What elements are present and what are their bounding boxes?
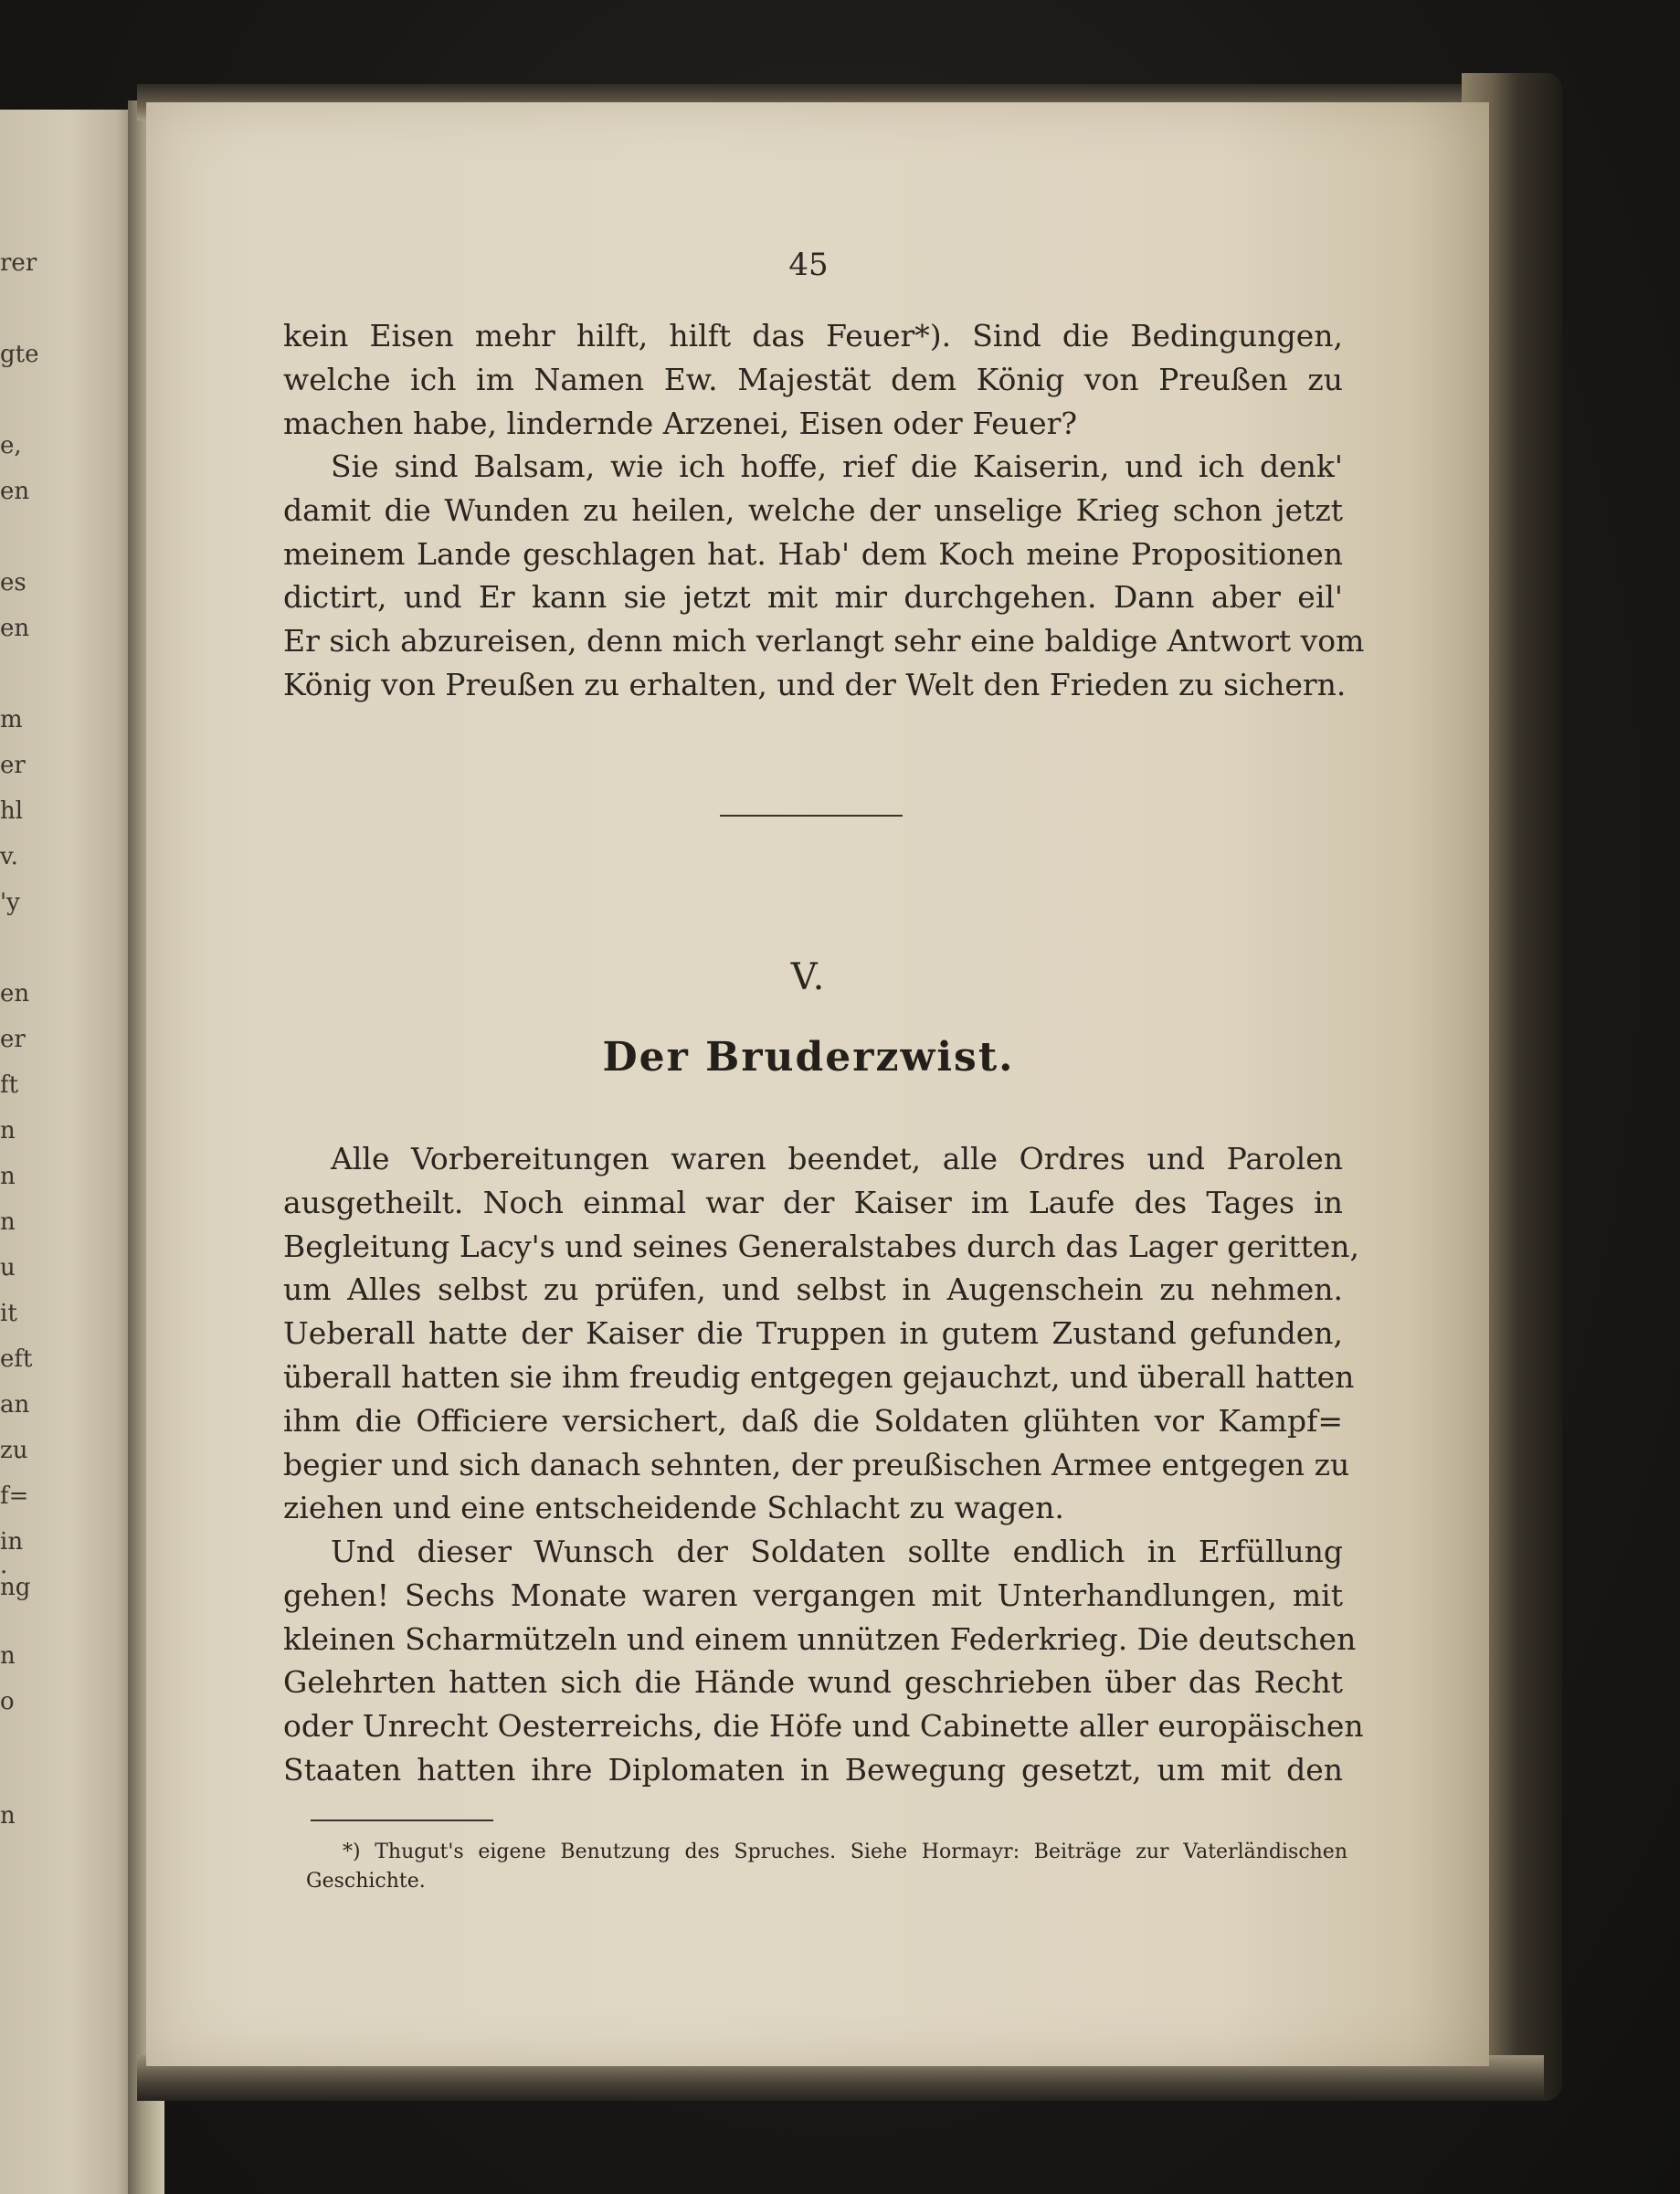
section-divider (720, 815, 903, 817)
paragraph-2 (283, 445, 1365, 707)
left-page-fragment: m (0, 706, 23, 733)
chapter-title: Der Bruderzwist. (602, 1034, 1015, 1081)
left-page-fragment: ng (0, 1574, 31, 1601)
left-page-fragment: zu (0, 1437, 28, 1464)
text-line: Er sich abzureisen, denn mich verlangt sehr eine baldige Antwort vom (283, 623, 1365, 659)
left-page-fragment: rer (0, 249, 37, 277)
left-page-fragment: u (0, 1254, 16, 1282)
text-line: kein Eisen mehr hilft, hilft das Feuer*). Sind die Bedingungen, (283, 318, 1343, 353)
text-line: welche ich im Namen Ew. Majestät dem König von Preußen zu (283, 361, 1343, 397)
text-line: dictirt, und Er kann sie jetzt mit mir durchgehen. Dann aber eil' (283, 579, 1343, 616)
text-line: oder Unrecht Oesterreichs, die Höfe und Cabinette aller europäischen (283, 1708, 1364, 1745)
text-line: meinem Lande geschlagen hat. Hab' dem Koch meine Propositionen (283, 535, 1343, 572)
page-content (146, 102, 1489, 2066)
text-line: gehen! Sechs Monate waren vergangen mit Unterhandlungen, mit (283, 1577, 1343, 1613)
left-page-fragment: in . (0, 1528, 24, 1579)
left-page-fragment: hl (0, 797, 24, 825)
text-line: begier und sich danach sehnten, der preußischen Armee entgegen zu (283, 1446, 1350, 1482)
text-line: Staaten hatten ihre Diplomaten in Bewegung gesetzt, um mit den (283, 1751, 1343, 1788)
footnote-line: *) Thugut's eigene Benutzung des Spruches. Siehe Hormayr: Beiträge zur Vaterländischen (343, 1841, 1347, 1863)
left-page-fragment: en (0, 615, 30, 642)
left-page-fragment: gte (0, 341, 39, 368)
paragraph-3 (283, 1137, 1359, 1530)
left-page-fragment: er (0, 1026, 26, 1053)
left-page-fragment: v. (0, 843, 18, 870)
text-line: kleinen Scharmützeln und einem unnützen Federkrieg. Die deutschen (283, 1620, 1357, 1657)
left-page-fragment: ft (0, 1071, 19, 1099)
text-line: ausgetheilt. Noch einmal war der Kaiser im Laufe des Tages in (283, 1184, 1343, 1220)
page-number: 45 (788, 247, 829, 283)
left-page-fragment: 'y (0, 889, 20, 916)
text-line: ziehen und eine entscheidende Schlacht zu wagen. (283, 1490, 1064, 1526)
text-line: machen habe, lindernde Arzenei, Eisen oder Feuer? (283, 405, 1078, 441)
left-page (0, 110, 137, 2194)
left-page-fragment: n (0, 1163, 16, 1190)
left-page-fragment: en (0, 478, 30, 505)
left-page-fragment: n (0, 1208, 16, 1236)
paragraph-4 (283, 1530, 1364, 1792)
text-line: damit die Wunden zu heilen, welche der unselige Krieg schon jetzt (283, 491, 1343, 528)
text-line: Gelehrten hatten sich die Hände wund geschrieben über das Recht (283, 1664, 1343, 1701)
left-page-fragment: eft (0, 1345, 33, 1373)
text-line: Und dieser Wunsch der Soldaten sollte endlich in Erfüllung (331, 1534, 1343, 1569)
paragraph-1 (283, 314, 1343, 445)
text-line: ihm die Officiere versichert, daß die Soldaten glühten vor Kampf= (283, 1402, 1343, 1439)
footnote (306, 1838, 1347, 1896)
text-line: überall hatten sie ihm freudig entgegen gejauchzt, und überall hatten (283, 1358, 1355, 1395)
text-line: König von Preußen zu erhalten, und der Welt den Frieden zu sichern. (283, 666, 1347, 702)
left-page-fragment: it (0, 1300, 17, 1327)
left-page-fragment: n (0, 1117, 16, 1144)
left-page-fragment: en (0, 980, 30, 1007)
left-page-fragment: n (0, 1642, 16, 1670)
left-page-fragment: o (0, 1688, 15, 1715)
text-line: um Alles selbst zu prüfen, und selbst in Augenschein zu nehmen. (283, 1271, 1343, 1308)
footnote-line: Geschichte. (306, 1870, 426, 1893)
chapter-number: V. (790, 956, 827, 998)
left-page-fragment: es (0, 569, 26, 596)
text-line: Alle Vorbereitungen waren beendet, alle Ordres und Parolen (331, 1141, 1343, 1176)
left-page-fragment: n (0, 1802, 16, 1830)
text-line: Ueberall hatte der Kaiser die Truppen in gutem Zustand gefunden, (283, 1315, 1343, 1352)
left-page-fragment: an (0, 1391, 30, 1419)
text-line: Sie sind Balsam, wie ich hoffe, rief die Kaiserin, und ich denk' (331, 448, 1343, 484)
left-page-fragment: f= (0, 1482, 29, 1510)
text-line: Begleitung Lacy's und seines Generalstabes durch das Lager geritten, (283, 1228, 1359, 1264)
footnote-divider (311, 1820, 493, 1821)
left-page-fragment: e, (0, 432, 22, 459)
left-page-fragment: er (0, 752, 26, 779)
